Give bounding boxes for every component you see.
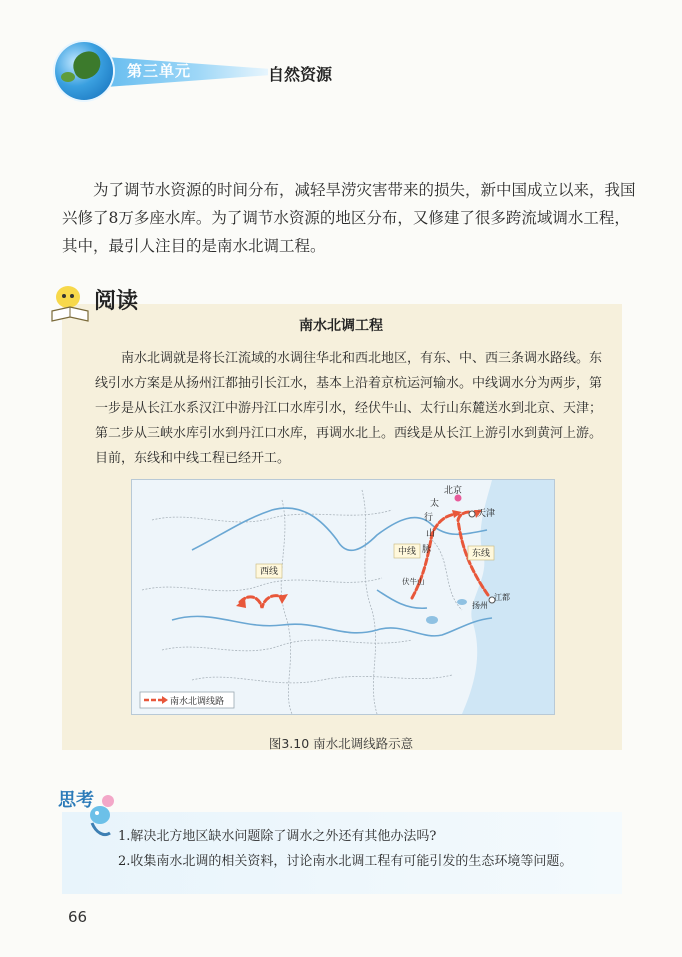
east-line-label: 东线 xyxy=(472,549,491,559)
middle-line-label: 中线 xyxy=(398,547,417,557)
label-funiu: 伏牛山 xyxy=(402,577,425,586)
page-number: 66 xyxy=(68,908,88,926)
thinking-mascot-icon xyxy=(86,793,122,839)
label-taihang-3: 山 xyxy=(426,529,436,539)
unit-label: 第三单元 xyxy=(127,62,192,80)
legend-label: 南水北调线路 xyxy=(170,697,225,707)
reading-paragraph: 南水北调就是将长江流域的水调往华北和西北地区，有东、中、西三条调水路线。东线引水方案是从扬州江都抽引长江水，基本上沿着京杭运河输水。中线调水分为两步，第一步是从长江水系汉江中游丹江口水库引水，经伏牛山、太行山东麓送水到北京、天津；第二步从三峡水库引水到丹江口水库，再调水北上。西线是从长江上游引水到黄河上游。目前，东线和中线工程已经开工。 xyxy=(95,351,603,466)
route-map xyxy=(131,479,555,715)
label-taihang-2: 行 xyxy=(424,513,434,523)
think-question-2: 2.收集南水北调的相关资料，讨论南水北调工程有可能引发的生态环境等问题。 xyxy=(118,854,573,869)
globe-icon xyxy=(55,42,113,100)
label-beijing: 北京 xyxy=(444,486,463,496)
label-taihang-1: 太 xyxy=(430,499,440,509)
label-taihang-4: 脉 xyxy=(422,545,432,555)
figure-caption: 图3.10 南水北调线路示意 xyxy=(268,736,414,751)
chapter-title: 自然资源 xyxy=(268,65,333,84)
think-label: 思考 xyxy=(58,790,94,811)
reading-body xyxy=(95,346,603,471)
page-header xyxy=(0,0,682,120)
think-question-1: 1.解决北方地区缺水问题除了调水之外还有其他办法吗? xyxy=(118,829,437,844)
west-line-label: 西线 xyxy=(260,567,279,577)
intro-section xyxy=(62,176,640,260)
label-yangzhou: 扬州 xyxy=(472,601,488,610)
reading-title: 南水北调工程 xyxy=(299,318,383,334)
reading-label: 阅读 xyxy=(94,288,139,314)
label-tianjin: 天津 xyxy=(477,509,496,519)
label-jiangdu: 江都 xyxy=(494,593,510,602)
intro-paragraph: 为了调节水资源的时间分布，减轻旱涝灾害带来的损失，新中国成立以来，我国兴修了8万多座水库。为了调节水资源的地区分布，又修建了很多跨流域调水工程，其中，最引人注目的是南水北调工程。 xyxy=(62,181,636,255)
map-legend xyxy=(140,692,234,708)
think-questions xyxy=(118,824,618,874)
tianjin-marker xyxy=(469,511,475,517)
